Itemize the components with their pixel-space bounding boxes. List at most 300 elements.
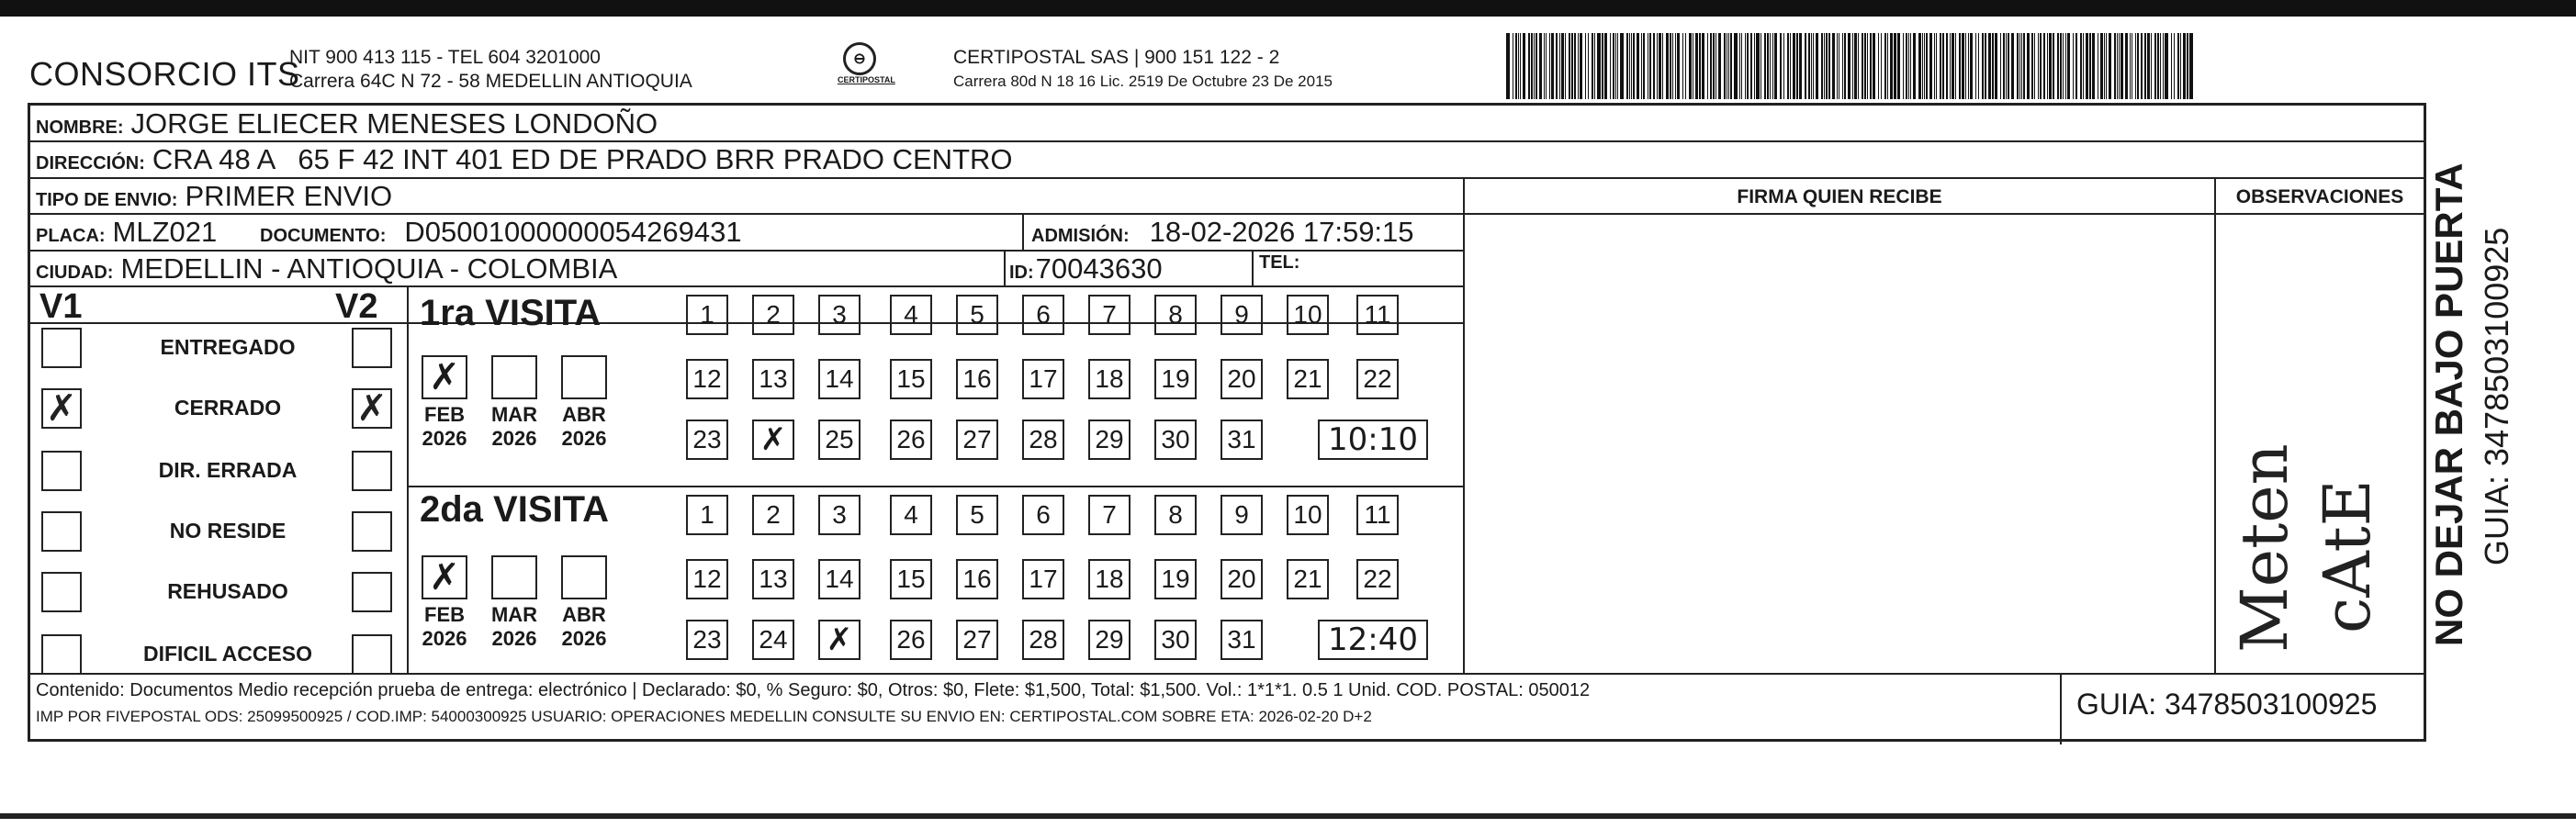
admision-label: ADMISIÓN: xyxy=(1031,226,1130,246)
status-v1-checkbox[interactable] xyxy=(41,451,82,491)
placa-value: MLZ021 xyxy=(112,216,218,248)
barcode-bar xyxy=(2008,33,2009,99)
barcode-bar xyxy=(1546,33,1547,99)
tel-row xyxy=(1259,252,1307,274)
barcode-bar xyxy=(1534,33,1535,99)
barcode-bar xyxy=(1620,33,1624,99)
second-day-cell[interactable]: 27 xyxy=(956,620,998,660)
first-day-cell[interactable]: 20 xyxy=(1221,359,1263,399)
barcode-bar xyxy=(1808,33,1810,99)
barcode-bar xyxy=(1982,33,1984,99)
barcode-bar xyxy=(1535,33,1537,99)
barcode-bar xyxy=(1878,33,1879,99)
company-name: CONSORCIO ITS xyxy=(29,55,300,93)
barcode-bar xyxy=(2165,33,2168,99)
barcode-bar xyxy=(1520,33,1521,99)
barcode-bar xyxy=(2065,33,2066,99)
barcode-bar xyxy=(1985,33,1986,99)
second-day-cell[interactable]: 7 xyxy=(1088,495,1131,535)
status-label: ENTREGADO xyxy=(160,335,296,359)
barcode-bar xyxy=(1571,33,1573,99)
barcode xyxy=(1506,33,2204,99)
barcode-bar xyxy=(1870,33,1872,99)
first-day-cell[interactable]: 17 xyxy=(1022,359,1064,399)
second-day-cell[interactable]: 11 xyxy=(1356,495,1399,535)
barcode-bar xyxy=(2043,33,2045,99)
barcode-bar xyxy=(1826,33,1828,99)
barcode-bar xyxy=(2171,33,2172,99)
first-day-cell[interactable]: 31 xyxy=(1221,420,1263,460)
barcode-bar xyxy=(1906,33,1907,99)
barcode-bar xyxy=(2057,33,2059,99)
first-day-cell[interactable]: 8 xyxy=(1154,295,1197,335)
first-day-cell[interactable]: 15 xyxy=(890,359,932,399)
status-label: NO RESIDE xyxy=(169,519,287,543)
barcode-bar xyxy=(1955,33,1956,99)
barcode-bar xyxy=(1604,33,1607,99)
first-month-label: ABR 2026 xyxy=(561,403,607,450)
second-month-box[interactable]: ✗ xyxy=(422,555,467,599)
second-day-cell[interactable]: 18 xyxy=(1088,559,1131,599)
first-day-cell[interactable]: 2 xyxy=(752,295,794,335)
barcode-bar xyxy=(1922,33,1923,99)
barcode-bar xyxy=(1854,33,1857,99)
barcode-bar xyxy=(1657,33,1658,99)
barcode-bar xyxy=(1824,33,1825,99)
barcode-bar xyxy=(2109,33,2111,99)
ciudad-value: MEDELLIN - ANTIOQUIA - COLOMBIA xyxy=(120,252,618,285)
barcode-bar xyxy=(2141,33,2143,99)
second-day-cell[interactable]: 30 xyxy=(1154,620,1197,660)
barcode-bar xyxy=(1940,33,1941,99)
second-day-cell[interactable]: 8 xyxy=(1154,495,1197,535)
barcode-bar xyxy=(1805,33,1806,99)
barcode-bar xyxy=(1689,33,1692,99)
status-v2-checkbox[interactable] xyxy=(352,451,392,491)
barcode-bar xyxy=(1551,33,1554,99)
barcode-bar xyxy=(1832,33,1835,99)
second-month-box[interactable] xyxy=(561,555,607,599)
barcode-bar xyxy=(2117,33,2118,99)
barcode-bar xyxy=(1682,33,1683,99)
second-day-cell[interactable]: 6 xyxy=(1022,495,1064,535)
barcode-bar xyxy=(2019,33,2020,99)
first-day-cell[interactable]: 4 xyxy=(890,295,932,335)
barcode-bar xyxy=(2177,33,2179,99)
barcode-bar xyxy=(1772,33,1773,99)
first-month-box[interactable] xyxy=(561,355,607,399)
second-day-cell[interactable]: 2 xyxy=(752,495,794,535)
first-day-cell[interactable]: 9 xyxy=(1221,295,1263,335)
barcode-bar xyxy=(2003,33,2005,99)
first-month-box[interactable] xyxy=(491,355,537,399)
barcode-bar xyxy=(2154,33,2156,99)
barcode-bar xyxy=(1695,33,1698,99)
barcode-bar xyxy=(1597,33,1601,99)
barcode-bar xyxy=(1569,33,1570,99)
barcode-bar xyxy=(2067,33,2070,99)
second-day-cell[interactable]: 5 xyxy=(956,495,998,535)
first-day-cell[interactable]: 30 xyxy=(1154,420,1197,460)
documento-row xyxy=(260,216,742,249)
barcode-bar xyxy=(2100,33,2103,99)
first-day-cell[interactable]: 10 xyxy=(1287,295,1329,335)
barcode-bar xyxy=(1756,33,1760,99)
first-day-cell[interactable]: 5 xyxy=(956,295,998,335)
barcode-bar xyxy=(1750,33,1752,99)
barcode-bar xyxy=(1978,33,1979,99)
barcode-bar xyxy=(1864,33,1866,99)
barcode-bar xyxy=(2135,33,2136,99)
second-day-cell[interactable]: 20 xyxy=(1221,559,1263,599)
barcode-bar xyxy=(1675,33,1676,99)
barcode-bar xyxy=(1528,33,1530,99)
documento-value: D05001000000054269431 xyxy=(404,216,742,248)
barcode-bar xyxy=(1968,33,1969,99)
no-dejar-notice: NO DEJAR BAJO PUERTA xyxy=(2427,162,2470,646)
barcode-bar xyxy=(1887,33,1888,99)
status-v2-checkbox[interactable] xyxy=(352,511,392,552)
v1-header: V1 xyxy=(39,287,83,326)
second-day-cell[interactable]: 19 xyxy=(1154,559,1197,599)
barcode-bar xyxy=(2092,33,2095,99)
first-day-cell[interactable]: 13 xyxy=(752,359,794,399)
barcode-bar xyxy=(1790,33,1791,99)
first-day-cell[interactable]: 7 xyxy=(1088,295,1131,335)
second-day-cell[interactable]: 22 xyxy=(1356,559,1399,599)
company-nit-tel: NIT 900 413 115 - TEL 604 3201000 xyxy=(289,47,601,68)
barcode-bar xyxy=(2147,33,2150,99)
barcode-bar xyxy=(1728,33,1729,99)
barcode-bar xyxy=(2174,33,2175,99)
second-day-cell[interactable]: 4 xyxy=(890,495,932,535)
barcode-bar xyxy=(1515,33,1517,99)
barcode-bar xyxy=(2183,33,2186,99)
barcode-bar xyxy=(2104,33,2105,99)
barcode-bar xyxy=(1699,33,1701,99)
barcode-bar xyxy=(1816,33,1818,99)
barcode-bar xyxy=(1858,33,1859,99)
first-day-cell[interactable]: 22 xyxy=(1356,359,1399,399)
barcode-bar xyxy=(1811,33,1812,99)
barcode-bar xyxy=(2006,33,2007,99)
barcode-bar xyxy=(2157,33,2159,99)
placa-label: PLACA: xyxy=(36,226,106,246)
second-day-cell[interactable]: 31 xyxy=(1221,620,1263,660)
barcode-bar xyxy=(1574,33,1576,99)
barcode-bar xyxy=(1633,33,1635,99)
barcode-bar xyxy=(1685,33,1686,99)
status-v1-checkbox[interactable]: ✗ xyxy=(41,388,82,429)
barcode-bar xyxy=(2021,33,2022,99)
barcode-bar xyxy=(1659,33,1661,99)
barcode-bar xyxy=(1962,33,1964,99)
barcode-bar xyxy=(1592,33,1593,99)
tel-label: TEL: xyxy=(1259,252,1300,273)
barcode-bar xyxy=(1828,33,1830,99)
barcode-bar xyxy=(1745,33,1746,99)
first-day-cell[interactable]: 3 xyxy=(818,295,861,335)
barcode-bar xyxy=(1747,33,1749,99)
second-month-label: MAR 2026 xyxy=(490,603,538,650)
second-day-cell[interactable]: 21 xyxy=(1287,559,1329,599)
barcode-bar xyxy=(1615,33,1616,99)
barcode-bar xyxy=(1602,33,1603,99)
ciudad-row xyxy=(36,252,617,285)
barcode-bar xyxy=(1988,33,1991,99)
logo-icon: ⊖ xyxy=(843,42,876,75)
barcode-bar xyxy=(1793,33,1795,99)
barcode-bar xyxy=(1837,33,1838,99)
first-month-label: FEB 2026 xyxy=(422,403,467,450)
barcode-bar xyxy=(1767,33,1769,99)
barcode-bar xyxy=(1643,33,1645,99)
second-day-cell[interactable]: 13 xyxy=(752,559,794,599)
barcode-bar xyxy=(2023,33,2025,99)
second-time-cell[interactable]: 12:40 xyxy=(1318,620,1428,660)
company-address: Carrera 64C N 72 - 58 MEDELLIN ANTIOQUIA xyxy=(289,71,692,92)
barcode-bar xyxy=(2000,33,2001,99)
status-v2-checkbox[interactable] xyxy=(352,634,392,675)
ciudad-label: CIUDAD: xyxy=(36,263,114,283)
barcode-bar xyxy=(1787,33,1789,99)
barcode-bar xyxy=(1842,33,1843,99)
status-label: CERRADO xyxy=(174,396,282,420)
barcode-bar xyxy=(1653,33,1655,99)
second-day-cell[interactable]: 14 xyxy=(818,559,861,599)
id-label: ID: xyxy=(1009,263,1034,283)
barcode-bar xyxy=(1739,33,1740,99)
barcode-bar xyxy=(1799,33,1802,99)
v2-header: V2 xyxy=(335,287,378,326)
observaciones-header: OBSERVACIONES xyxy=(2235,186,2404,207)
nombre-label: NOMBRE: xyxy=(36,117,124,138)
barcode-bar xyxy=(2120,33,2123,99)
barcode-bar xyxy=(1629,33,1630,99)
barcode-bar xyxy=(1760,33,1761,99)
observaciones-handwriting-2: cAtE xyxy=(2310,479,2385,633)
second-day-cell[interactable]: 16 xyxy=(956,559,998,599)
first-day-cell[interactable]: 1 xyxy=(686,295,728,335)
first-day-cell[interactable]: ✗ xyxy=(752,420,794,460)
status-v2-checkbox[interactable] xyxy=(352,328,392,368)
first-day-cell[interactable]: 26 xyxy=(890,420,932,460)
barcode-bar xyxy=(1952,33,1954,99)
first-day-cell[interactable]: 27 xyxy=(956,420,998,460)
barcode-bar xyxy=(1539,33,1542,99)
barcode-bar xyxy=(1936,33,1937,99)
barcode-bar xyxy=(1946,33,1948,99)
barcode-bar xyxy=(2053,33,2054,99)
barcode-bar xyxy=(2073,33,2074,99)
barcode-bar xyxy=(1926,33,1928,99)
top-border xyxy=(0,0,2576,17)
first-day-cell[interactable]: 12 xyxy=(686,359,728,399)
barcode-bar xyxy=(2083,33,2084,99)
second-visit-title: 2da VISITA xyxy=(420,489,609,530)
barcode-bar xyxy=(1970,33,1973,99)
firma-header: FIRMA QUIEN RECIBE xyxy=(1737,186,1942,207)
barcode-bar xyxy=(1626,33,1628,99)
barcode-bar xyxy=(2038,33,2039,99)
barcode-bar xyxy=(1796,33,1798,99)
barcode-bar xyxy=(1578,33,1579,99)
barcode-bar xyxy=(1764,33,1766,99)
second-day-cell[interactable]: 29 xyxy=(1088,620,1131,660)
barcode-bar xyxy=(1666,33,1669,99)
barcode-bar xyxy=(2180,33,2181,99)
barcode-bar xyxy=(1813,33,1814,99)
second-day-cell[interactable]: 26 xyxy=(890,620,932,660)
status-label: REHUSADO xyxy=(167,579,288,603)
barcode-bar xyxy=(1754,33,1755,99)
status-label: DIFICIL ACCESO xyxy=(142,642,312,666)
barcode-bar xyxy=(1672,33,1673,99)
barcode-bar xyxy=(1662,33,1663,99)
barcode-bar xyxy=(1774,33,1777,99)
second-day-cell[interactable]: 1 xyxy=(686,495,728,535)
barcode-bar xyxy=(1617,33,1618,99)
barcode-bar xyxy=(1718,33,1721,99)
status-v1-checkbox[interactable] xyxy=(41,511,82,552)
status-label: DIR. ERRADA xyxy=(158,458,298,482)
barcode-bar xyxy=(1873,33,1875,99)
barcode-bar xyxy=(2047,33,2048,99)
barcode-bar xyxy=(2027,33,2030,99)
barcode-bar xyxy=(1918,33,1921,99)
first-day-cell[interactable]: 29 xyxy=(1088,420,1131,460)
barcode-bar xyxy=(1995,33,1997,99)
barcode-bar xyxy=(1965,33,1966,99)
barcode-bar xyxy=(1934,33,1935,99)
barcode-bar xyxy=(1523,33,1525,99)
second-day-cell[interactable]: ✗ xyxy=(818,620,861,660)
barcode-bar xyxy=(1544,33,1545,99)
barcode-bar xyxy=(1992,33,1994,99)
barcode-bar xyxy=(1724,33,1726,99)
barcode-bar xyxy=(2049,33,2052,99)
barcode-bar xyxy=(2189,33,2193,99)
first-day-cell[interactable]: 16 xyxy=(956,359,998,399)
barcode-bar xyxy=(1770,33,1771,99)
barcode-bar xyxy=(1585,33,1586,99)
barcode-bar xyxy=(1715,33,1716,99)
status-v2-checkbox[interactable]: ✗ xyxy=(352,388,392,429)
tipo-row xyxy=(36,180,392,213)
first-day-cell[interactable]: 19 xyxy=(1154,359,1197,399)
id-value: 70043630 xyxy=(1035,252,1163,285)
side-guia: GUIA: 3478503100925 xyxy=(2478,227,2515,565)
barcode-bar xyxy=(1959,33,1961,99)
barcode-bar xyxy=(2034,33,2035,99)
barcode-bar xyxy=(1910,33,1911,99)
barcode-bar xyxy=(2063,33,2064,99)
first-time-cell[interactable]: 10:10 xyxy=(1318,420,1428,460)
first-day-cell[interactable]: 14 xyxy=(818,359,861,399)
footer-content-line: Contenido: Documentos Medio recepción prueba de entrega: electrónico | Declarado: $0, % Seguro: $0, Otros: $0, Flete: $1,500, Total: $1,500. Vol.: 1*1*1. 0.5 1 Unid. COD. POSTAL: 050012 xyxy=(36,680,1591,700)
barcode-bar xyxy=(1852,33,1853,99)
barcode-bar xyxy=(2075,33,2077,99)
status-v2-checkbox[interactable] xyxy=(352,572,392,612)
barcode-bar xyxy=(2011,33,2014,99)
first-visit-title: 1ra VISITA xyxy=(420,293,602,333)
bottom-border xyxy=(0,813,2576,819)
first-day-cell[interactable]: 6 xyxy=(1022,295,1064,335)
second-day-cell[interactable]: 23 xyxy=(686,620,728,660)
barcode-bar xyxy=(1506,33,1510,99)
second-day-cell[interactable]: 24 xyxy=(752,620,794,660)
barcode-bar xyxy=(1559,33,1560,99)
barcode-bar xyxy=(2114,33,2116,99)
status-v1-checkbox[interactable] xyxy=(41,328,82,368)
barcode-bar xyxy=(2119,33,2120,99)
barcode-bar xyxy=(1594,33,1595,99)
barcode-bar xyxy=(1670,33,1671,99)
barcode-bar xyxy=(1942,33,1944,99)
barcode-bar xyxy=(1913,33,1916,99)
barcode-bar xyxy=(2106,33,2107,99)
second-month-label: ABR 2026 xyxy=(561,603,607,650)
second-day-cell[interactable]: 15 xyxy=(890,559,932,599)
barcode-bar xyxy=(1844,33,1846,99)
second-day-cell[interactable]: 28 xyxy=(1022,620,1064,660)
documento-label: DOCUMENTO: xyxy=(260,226,387,246)
status-v1-checkbox[interactable] xyxy=(41,572,82,612)
first-day-cell[interactable]: 21 xyxy=(1287,359,1329,399)
barcode-bar xyxy=(2089,33,2091,99)
barcode-bar xyxy=(1867,33,1868,99)
barcode-bar xyxy=(2151,33,2152,99)
barcode-bar xyxy=(1549,33,1550,99)
second-day-cell[interactable]: 10 xyxy=(1287,495,1329,535)
barcode-bar xyxy=(1588,33,1589,99)
barcode-bar xyxy=(1707,33,1708,99)
barcode-bar xyxy=(1821,33,1823,99)
second-day-cell[interactable]: 12 xyxy=(686,559,728,599)
barcode-bar xyxy=(1561,33,1564,99)
barcode-bar xyxy=(1975,33,1976,99)
first-day-cell[interactable]: 25 xyxy=(818,420,861,460)
second-day-cell[interactable]: 9 xyxy=(1221,495,1263,535)
placa-row xyxy=(36,216,217,249)
second-month-box[interactable] xyxy=(491,555,537,599)
barcode-bar xyxy=(2144,33,2146,99)
status-v1-checkbox[interactable] xyxy=(41,634,82,675)
barcode-bar xyxy=(1713,33,1715,99)
nombre-row xyxy=(36,107,658,140)
second-day-cell[interactable]: 17 xyxy=(1022,559,1064,599)
barcode-bar xyxy=(1613,33,1614,99)
barcode-bar xyxy=(1649,33,1651,99)
barcode-bar xyxy=(1518,33,1519,99)
first-day-cell[interactable]: 28 xyxy=(1022,420,1064,460)
direccion-value: CRA 48 A 65 F 42 INT 401 ED DE PRADO BRR PRADO CENTRO xyxy=(152,143,1013,175)
first-day-cell[interactable]: 23 xyxy=(686,420,728,460)
first-day-cell[interactable]: 11 xyxy=(1356,295,1399,335)
observaciones-handwriting-1: Meten xyxy=(2227,443,2302,653)
barcode-bar xyxy=(1631,33,1632,99)
first-day-cell[interactable]: 18 xyxy=(1088,359,1131,399)
barcode-bar xyxy=(2187,33,2188,99)
first-month-box[interactable]: ✗ xyxy=(422,355,467,399)
barcode-bar xyxy=(1531,33,1533,99)
barcode-bar xyxy=(1702,33,1704,99)
direccion-row xyxy=(36,143,1013,176)
certipostal-logo xyxy=(838,42,895,84)
barcode-bar xyxy=(1783,33,1784,99)
second-day-cell[interactable]: 3 xyxy=(818,495,861,535)
barcode-bar xyxy=(1780,33,1782,99)
